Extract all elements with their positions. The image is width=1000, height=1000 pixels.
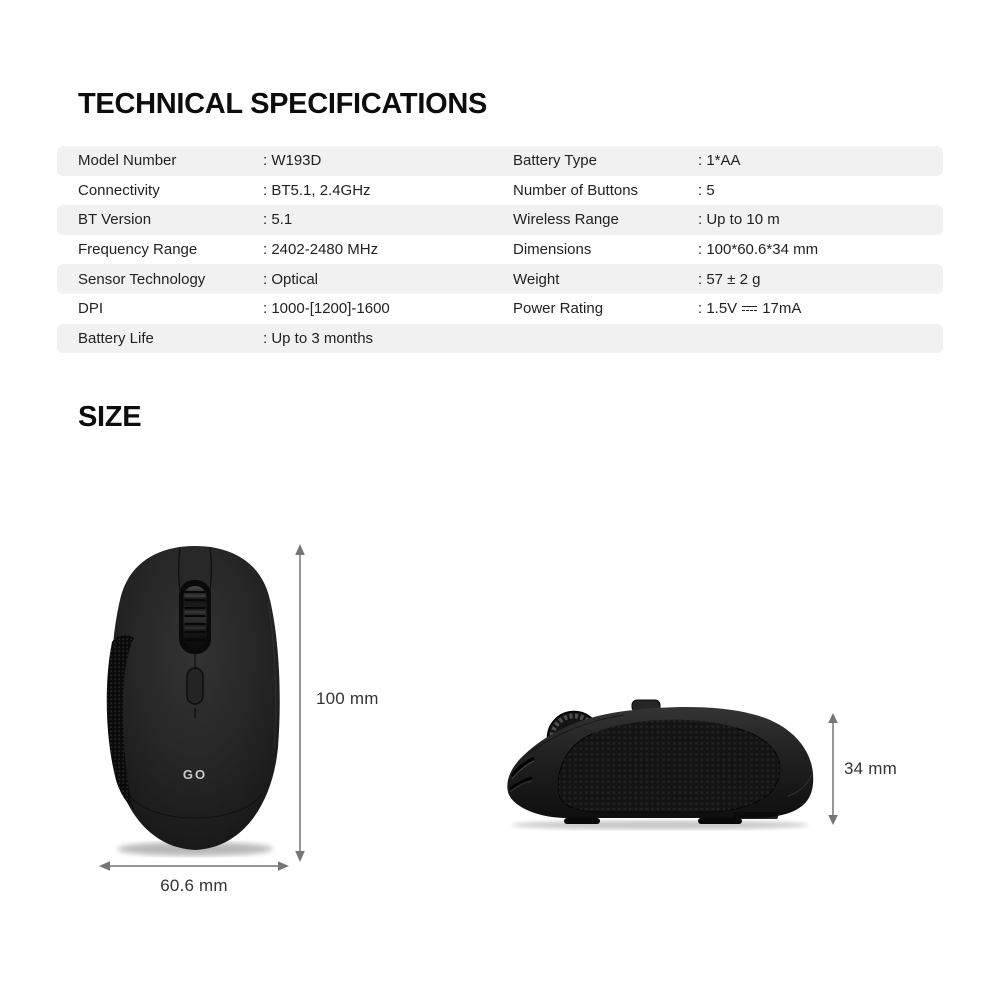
spec-value: : 57 ± 2 g	[698, 270, 761, 288]
spec-value: : 1000-[1200]-1600	[263, 300, 390, 318]
spec-label: Number of Buttons	[513, 181, 639, 199]
arrowhead-up-icon	[295, 544, 305, 555]
height-dimension-arrow	[293, 543, 307, 863]
dc-symbol-icon	[742, 304, 757, 313]
spec-row	[57, 205, 943, 235]
height-dimension-label: 100 mm	[316, 689, 379, 708]
mouse-top-view-image	[98, 542, 292, 860]
side-height-dimension-arrow	[826, 712, 840, 826]
spec-label: Connectivity	[78, 181, 160, 199]
spec-label: Wireless Range	[513, 211, 619, 229]
spec-value: : W193D	[263, 152, 322, 170]
size-title: SIZE	[78, 401, 142, 433]
arrowhead-down-icon	[828, 815, 838, 825]
spec-value: : 2402-2480 MHz	[263, 241, 379, 259]
spec-row	[57, 264, 943, 294]
scroll-wheel	[184, 586, 207, 648]
spec-value: : Up to 10 m	[698, 211, 780, 229]
spec-row	[57, 324, 943, 354]
power-value-prefix: : 1.5V	[698, 300, 738, 318]
spec-value-power-rating	[698, 300, 943, 317]
spec-value: : 5.1	[263, 211, 293, 229]
brand-logo: GO	[182, 767, 208, 782]
mouse-foot-front	[564, 818, 600, 824]
spec-row	[57, 294, 943, 324]
spec-label: Sensor Technology	[78, 270, 206, 288]
specs-title: TECHNICAL SPECIFICATIONS	[78, 88, 488, 120]
spec-value: : BT5.1, 2.4GHz	[263, 181, 371, 199]
arrowhead-right-icon	[278, 861, 289, 871]
arrowhead-down-icon	[295, 851, 305, 862]
spec-label: Dimensions	[513, 241, 592, 259]
spec-label: Frequency Range	[78, 241, 198, 259]
side-height-dimension-label: 34 mm	[844, 759, 897, 778]
width-dimension-label: 60.6 mm	[160, 876, 228, 895]
spec-row	[57, 235, 943, 265]
spec-value: : 1*AA	[698, 152, 741, 170]
spec-value: : 100*60.6*34 mm	[698, 241, 819, 259]
spec-row	[57, 146, 943, 176]
spec-label: BT Version	[78, 211, 152, 229]
spec-label: Battery Life	[78, 329, 154, 347]
dpi-button	[187, 668, 203, 704]
spec-label: Model Number	[78, 152, 177, 170]
spec-label: Battery Type	[513, 152, 597, 170]
mouse-foot-rear	[698, 818, 742, 824]
battery-door-seam	[734, 812, 778, 819]
spec-label: DPI	[78, 300, 104, 318]
width-dimension-arrow	[98, 859, 290, 873]
specs-table	[57, 146, 943, 353]
mouse-side-view-image	[502, 692, 824, 832]
power-value-suffix: 17mA	[762, 300, 802, 318]
spec-row	[57, 176, 943, 206]
mouse-shadow	[512, 821, 808, 830]
spec-label: Power Rating	[513, 300, 604, 318]
arrowhead-left-icon	[99, 861, 110, 871]
arrowhead-up-icon	[828, 713, 838, 723]
spec-value: : 5	[698, 181, 715, 199]
spec-value: : Optical	[263, 270, 319, 288]
spec-label: Weight	[513, 270, 560, 288]
spec-value: : Up to 3 months	[263, 329, 374, 347]
